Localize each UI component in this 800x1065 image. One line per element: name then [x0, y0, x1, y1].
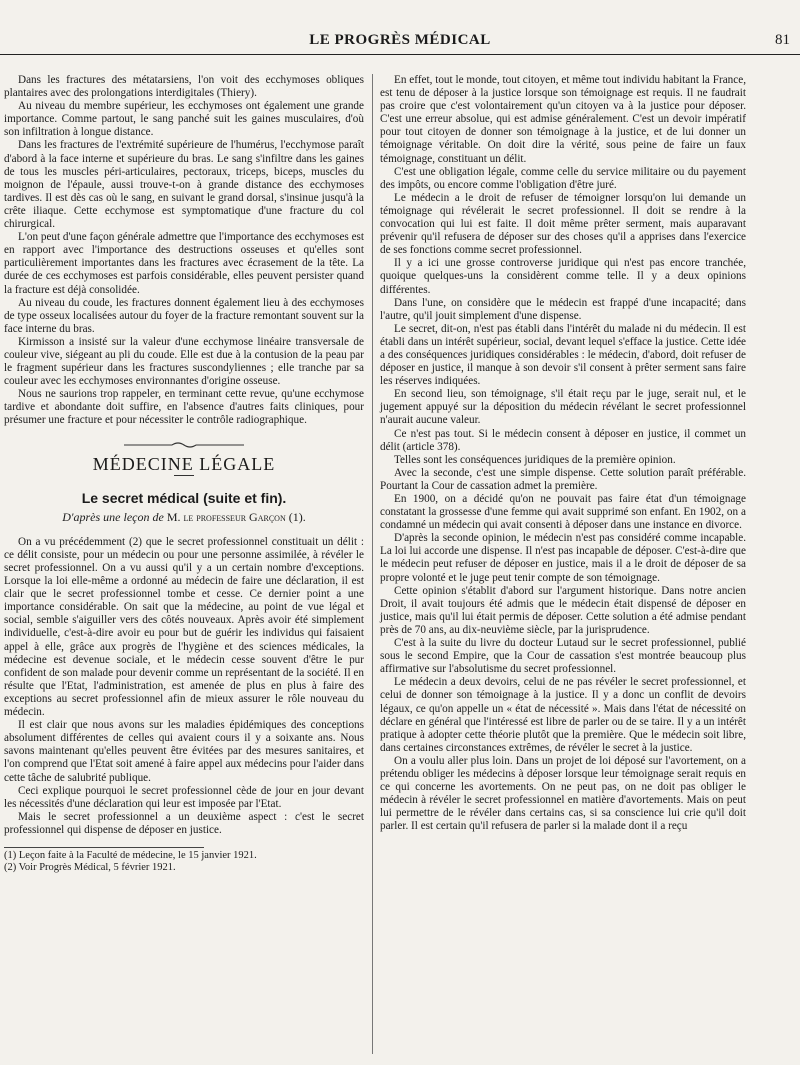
page-header	[0, 32, 800, 56]
ornament-rule-icon	[124, 441, 244, 449]
paragraph: Le médecin a le droit de refuser de témoigner lorsqu'on lui demande un témoignage qui révélerait le secret professionnel. Il doit se rendre à la convocation qui lui est faite. Il doit même prêter serment, mais auparavant prévenir qu'il refusera de déposer sur des choses qu'il a apprises dans l'exercice de ses fonctions comme secret professionnel.	[380, 191, 746, 257]
paragraph: Cette opinion s'établit d'abord sur l'argument historique. Dans notre ancien Droit, il avait toujours été admis que le médecin était dispensé de déposer en justice, mais qu'il lui était permis de déposer. Cette solution a été admise pendant près de 70 ans, au dix-neuvième siècle, par la jurisprudence.	[380, 584, 746, 636]
paragraph: On a voulu aller plus loin. Dans un projet de loi déposé sur l'avortement, on a prétendu obliger les médecins à déposer lorsque leur témoignage serait requis en ce qui concerne les avortements. On ne peut pas, on ne doit pas obliger le médecin à révéler le secret professionnel en matière d'avortements. Mais on peut lui permettre de le révéler dans certains cas, si sa conscience lui crie qu'il doit parler. Il est certain qu'il refusera de parler si la malade dont il a reçu	[380, 754, 746, 833]
paragraph: Nous ne saurions trop rappeler, en terminant cette revue, qu'une ecchymose tardive et abondante doit suffire, en l'absence d'autres faits cliniques, pour présumer une fracture et pour nécessiter le contrôle radiographique.	[4, 388, 364, 427]
paragraph: Telles sont les conséquences juridiques de la première opinion.	[394, 453, 676, 466]
byline	[4, 511, 364, 524]
paragraph: D'après la seconde opinion, le médecin n'est pas considéré comme incapable. La loi lui accorde une dispense. Il n'est pas incapable de déposer. C'est-à-dire que le médecin peut refuser de déposer en justice, mais il a le droit de déposer de sa propre volonté et le juge peut tenir compte de son témoignage.	[380, 532, 746, 584]
paragraph: En second lieu, son témoignage, s'il était reçu par le juge, serait nul, et le jugement appuyé sur la déposition du médecin révélant le secret professionnel n'aurait aucune valeur.	[380, 388, 746, 427]
paragraph: Il est clair que nous avons sur les maladies épidémiques des conceptions absolument différentes de celles qui avaient cours il y a soixante ans. Nous savons maintenant qu'elles peuvent être évitées par des mesures sanitaires, et l'on comprend que l'Etat soit amené à faire appel aux médecins pour l'aider dans cette tâche de salubrité publique.	[4, 719, 364, 784]
paragraph: L'on peut d'une façon générale admettre que l'importance des ecchymoses est en rapport avec l'importance des destructions osseuses et qu'elles sont particulièrement importantes dans les fractures avec écrasement de la tête. La durée de ces ecchymoses est parfois considérable, elles peuvent persister quand la fracture est déjà consolidée.	[4, 231, 364, 296]
article-title: Le secret médical (suite et fin).	[81, 489, 287, 506]
paragraph: Dans l'une, on considère que le médecin est frappé d'une incapacité; dans l'autre, qu'il jouit simplement d'une dispense.	[380, 296, 746, 322]
footnote: (1) Leçon faite à la Faculté de médecine, le 15 janvier 1921.	[4, 849, 257, 861]
footnotes	[4, 847, 257, 874]
paragraph: C'est une obligation légale, comme celle du service militaire ou du payement des impôts, ou encore comme l'obligation d'être juré.	[380, 165, 746, 191]
header-rule	[0, 54, 800, 55]
section-title: MÉDECINE LÉGALE	[92, 453, 276, 474]
paragraph: Dans les fractures des métatarsiens, l'on voit des ecchymoses obliques plantaires avec des prolongations interdigitales (Thiery).	[4, 74, 364, 100]
paragraph: Avec la seconde, c'est une simple dispense. Cette solution paraît préférable. Pourtant la Cour de cassation admet la première.	[380, 466, 746, 492]
running-title: LE PROGRÈS MÉDICAL	[309, 32, 491, 48]
paragraph: Il y a ici une grosse controverse juridique qui n'est pas encore tranchée, quoique quelques-uns la considèrent comme telle. Il y a deux opinions différentes.	[380, 257, 746, 296]
page-number: 81	[775, 32, 790, 48]
paragraph: C'est à la suite du livre du docteur Lutaud sur le secret professionnel, publié sous le second Empire, que la Cour de cassation s'est montrée beaucoup plus affirmative sur l'absolutisme du secret professionnel.	[380, 637, 746, 676]
paragraph: Dans les fractures de l'extrémité supérieure de l'humérus, l'ecchymose paraît d'abord à la face interne et supérieure du bras. Le sang s'infiltre dans les gaines de tous les muscles péri-articulaires, pectoraux, triceps, biceps, muscles du moignon de l'épaule, aussi trouve-t-on à grande distance des ecchymoses tardives. Il est dès cas où le sang, en suivant le grand dorsal, s'insinue jusqu'à la crête iliaque. Cette ecchymose est symptomatique d'une fracture du col chirurgical.	[4, 139, 364, 231]
right-column	[380, 74, 746, 833]
paragraph: Au niveau du coude, les fractures donnent également lieu à des ecchymoses de type osseux localisées autour du foyer de la fracture remontant souvent sur la face interne du bras.	[4, 296, 364, 335]
paragraph: Au niveau du membre supérieur, les ecchymoses ont également une grande importance. Comme partout, le sang panché suit les gaines musculaires, d'où son infiltration à longue distance.	[4, 100, 364, 139]
short-rule	[174, 475, 194, 476]
paragraph: Ceci explique pourquoi le secret professionnel cède de jour en jour devant les nécessités d'une déclaration qui leur est imposée par l'Etat.	[4, 784, 364, 810]
byline-author: M. le professeur Garçon (1).	[166, 509, 306, 524]
byline-prefix: D'après une leçon de	[62, 509, 164, 524]
paragraph: En effet, tout le monde, tout citoyen, et même tout individu habitant la France, est tenu de déposer à la justice lorsque son témoignage est requis. Il ne faudrait pas croire que c'est volontairement qu'un citoyen va à la justice pour déposer. C'est une erreur absolue, qui est admise généralement. C'est un devoir impératif pour tout citoyen de donner son témoignage à la justice, et de lui donner un témoignage véritable. On doit dire la vérité, sous peine de faire un faux témoignage, constituant un délit.	[380, 74, 746, 165]
paragraph: Le secret, dit-on, n'est pas établi dans l'intérêt du malade ni du médecin. Il est établi dans un intérêt supérieur, social, devant lequel s'efface la justice. Cette idée a des conséquences juridiques considérables : le médecin, d'abord, doit refuser de déposer en justice, il manque à son devoir s'il consent à prêter serment sans faire les réserves indiquées.	[380, 322, 746, 388]
paragraph: Ce n'est pas tout. Si le médecin consent à déposer en justice, il commet un délit (article 378).	[380, 427, 746, 453]
column-divider	[372, 74, 373, 1054]
paragraph: On a vu précédemment (2) que le secret professionnel constituait un délit : ce délit consiste, pour un médecin ou pour une personne assimilée, à révéler le secret professionnel. On a vu aussi qu'il y a un certain nombre d'exceptions. Lorsque la loi elle-même a ordonné au médecin de faire une déclaration, il est clair que le secret professionnel tombe et cesse. Ce dernier point a une importance considérable. On sait que la médecine, au point de vue légal et social, semble s'aiguiller vers des côtés nouveaux. Après avoir été simplement individuelle, c'est-à-dire avoir eu pour but de guérir les individus qui faisaient appel à elle, grâce aux progrès de l'hygiène et des sciences médicales, la médecine est devenue sociale, et le médecin cesse souvent d'être le pur confident de son malade pour devenir comme un représentant de la société. Il en résulte que l'Etat, l'administration, est amenée de plus en plus à faire des exceptions au secret professionnel afin de mieux assurer le rôle nouveau du médecin.	[4, 535, 364, 719]
paragraph: Kirmisson a insisté sur la valeur d'une ecchymose linéaire transversale de couleur vive, siégeant au pli du coude. Elle est due à la contusion de la peau par le fragment supérieur dans les fractures suscondyliennes ; elle tranche par sa couleur avec les ecchymoses environnantes d'origine osseuse.	[4, 335, 364, 388]
section-ornament	[4, 440, 364, 448]
paragraph: Le médecin a deux devoirs, celui de ne pas révéler le secret professionnel, et celui de donner son témoignage à la justice. Il y a donc un conflit de devoirs légaux, ce qu'on appelle un « état de nécessité ». Mais dans l'état de nécessité on déclare en général que l'intéressé est libre de parler ou de se taire. Il y a un intérêt pratique à adopter cette théorie plutôt que la première. Que le médecin soit libre, dans certaines circonstances extrêmes, de révéler le secret à la justice.	[380, 676, 746, 754]
footnote: (2) Voir Progrès Médical, 5 février 1921.	[4, 861, 176, 873]
paragraph: En 1900, on a décidé qu'on ne pouvait pas faire état d'un témoignage constatant la grossesse d'une femme qui avait supprimé son enfant. En 1902, on a condamné un médecin qui avait consenti à déposer dans une instance en divorce.	[380, 493, 746, 532]
left-column	[4, 74, 364, 874]
paragraph: Mais le secret professionnel a un deuxième aspect : c'est le secret professionnel qui dispense de déposer en justice.	[4, 810, 364, 836]
